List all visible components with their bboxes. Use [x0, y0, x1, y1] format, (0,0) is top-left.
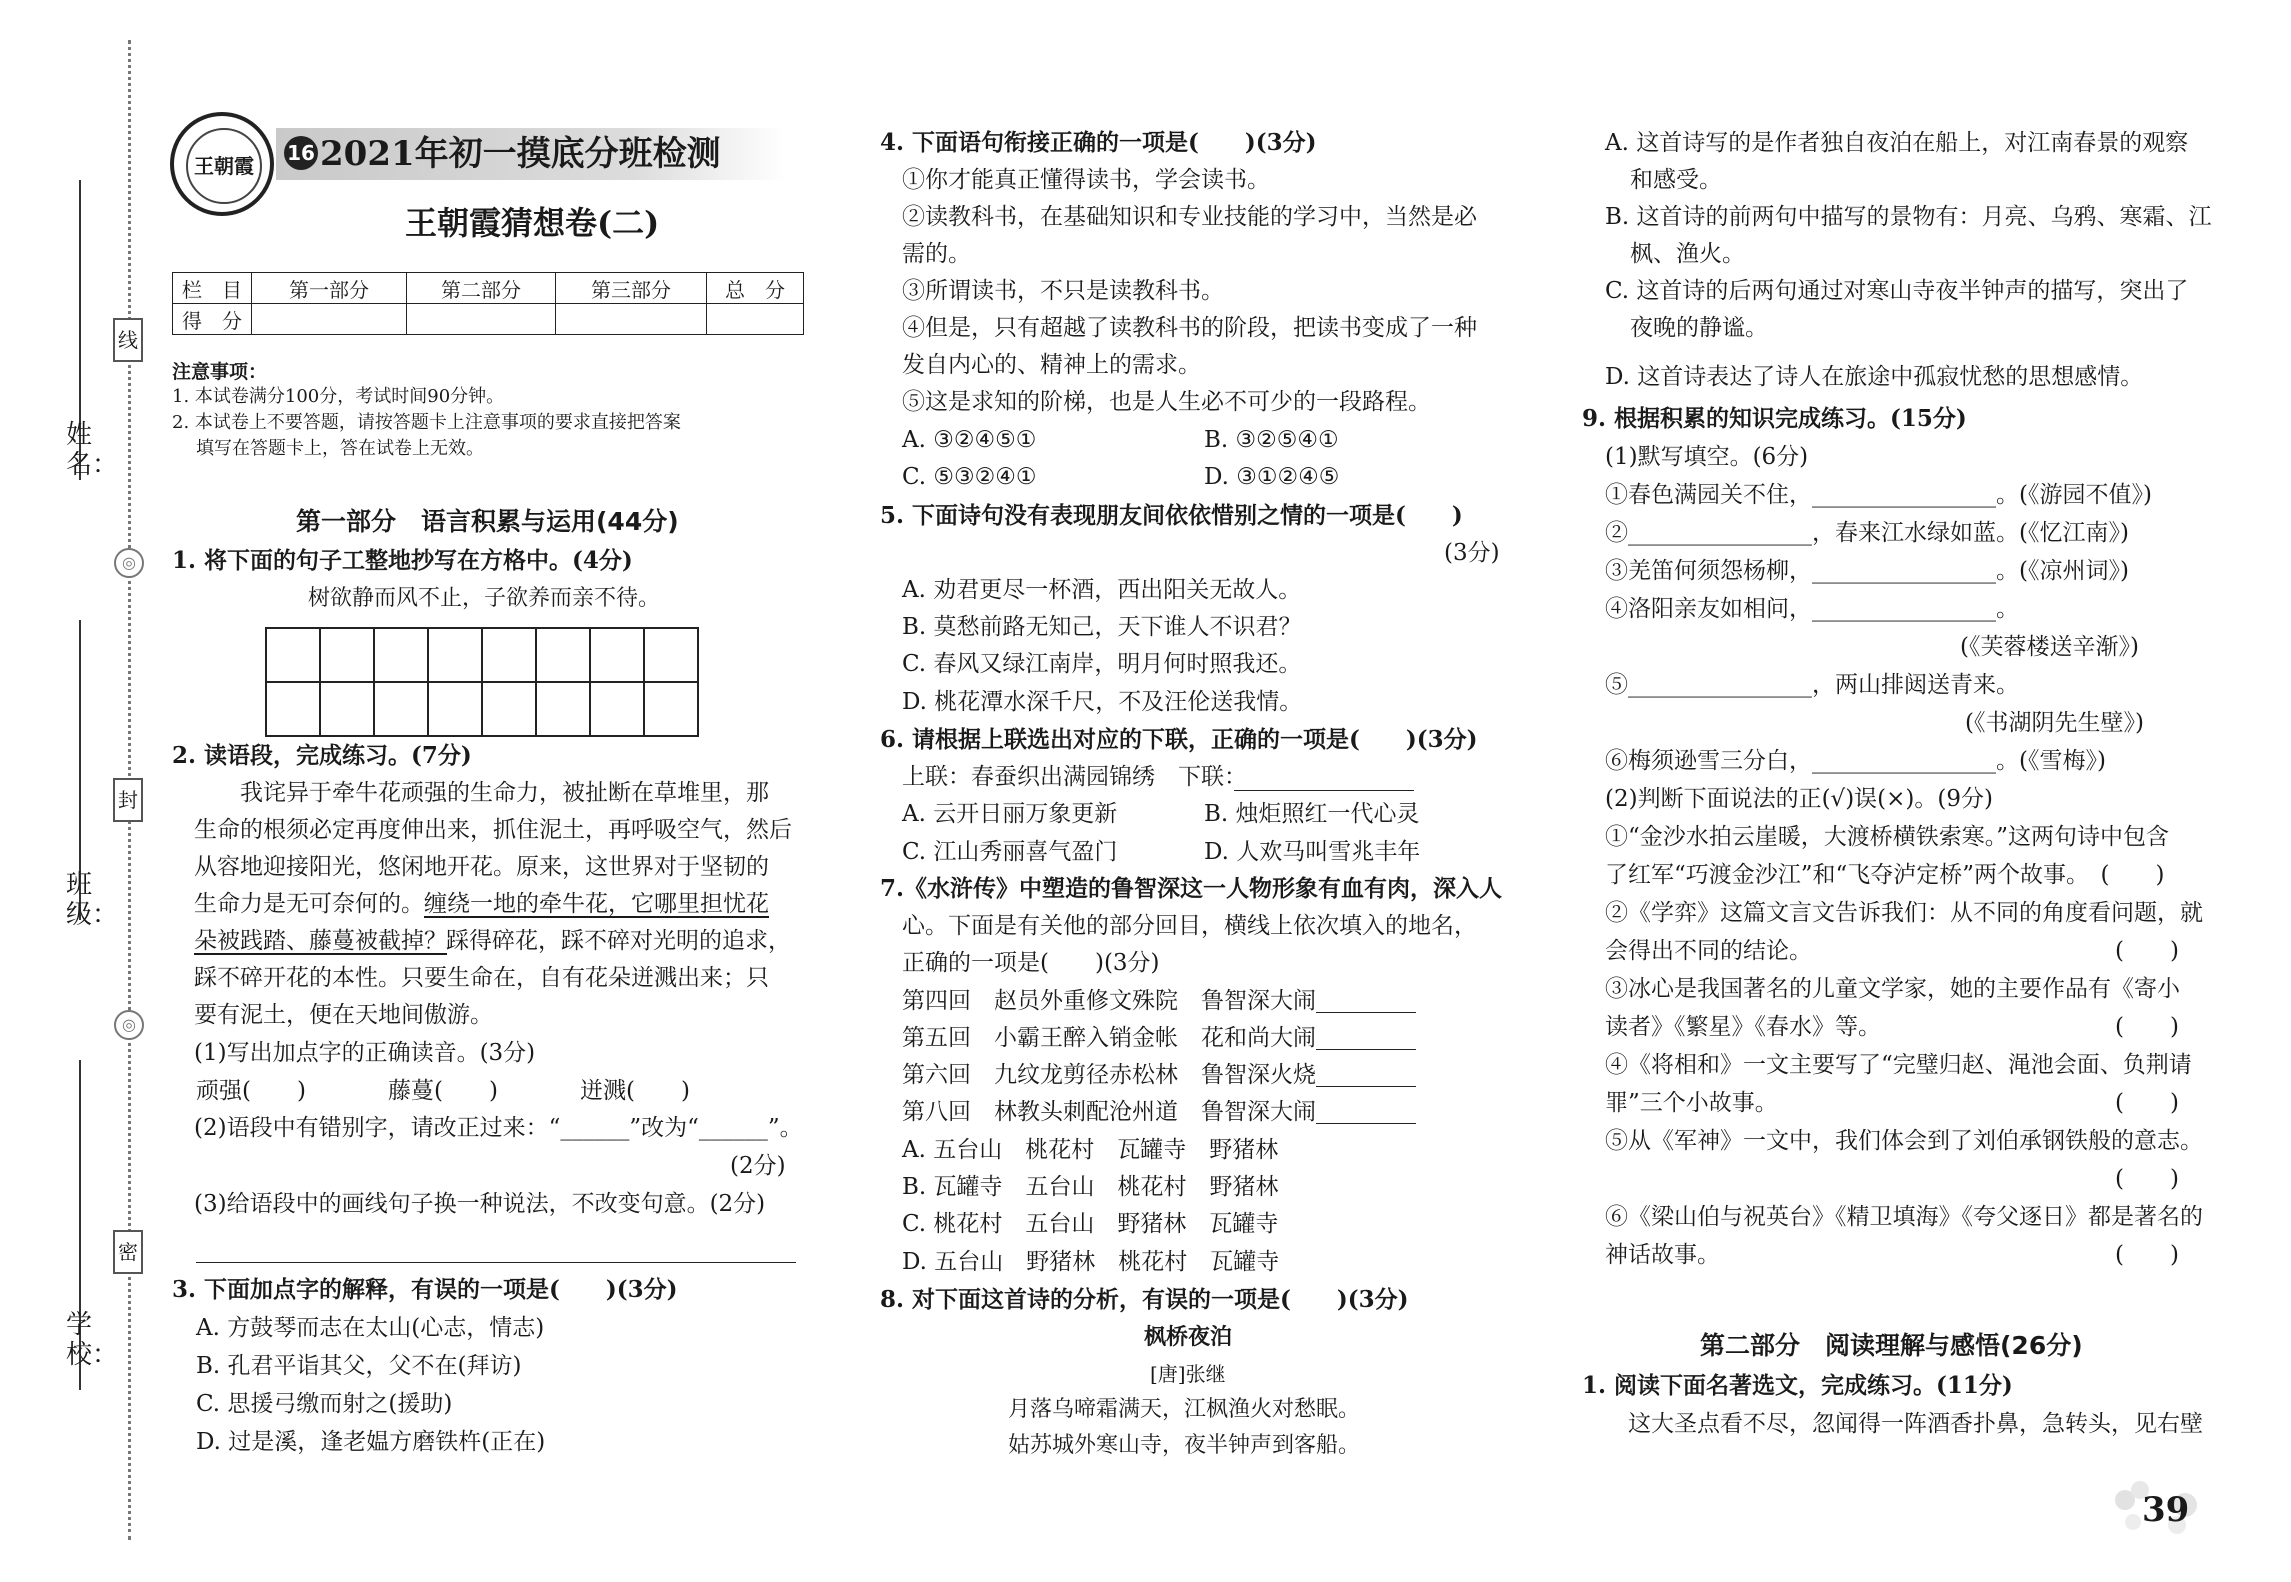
- q5-option[interactable]: C. 春风又绿江南岸，明月何时照我还。: [902, 651, 1302, 677]
- judge-line[interactable]: 了红军“巧渡金沙江”和“飞夺泸定桥”两个故事。 ( ): [1605, 862, 2165, 888]
- judge-paren[interactable]: ( ): [2115, 938, 2179, 964]
- grid-cell[interactable]: [536, 628, 590, 682]
- q4-line: ②读教科书，在基础知识和专业技能的学习中，当然是必: [902, 204, 1477, 230]
- fill-line[interactable]: ⑥梅须逊雪三分白，________________。(《雪梅》): [1605, 748, 2106, 774]
- grid-cell[interactable]: [644, 628, 698, 682]
- judge-line: ①“金沙水拍云崖暖，大渡桥横铁索寒。”这两句诗中包含: [1605, 824, 2170, 850]
- name-label: 姓 名：: [66, 420, 119, 480]
- q7-chapter: 第四回 赵员外重修文殊院 鲁智深大闹: [902, 988, 1316, 1014]
- fill-line[interactable]: ②________________，春来江水绿如蓝。(《忆江南》): [1605, 520, 2129, 546]
- grid-cell[interactable]: [590, 682, 644, 736]
- note-item: 填写在答题卡上，答在试卷上无效。: [196, 438, 484, 459]
- poem-author: [唐]张继: [1150, 1362, 1226, 1386]
- q8-stem: 8. 对下面这首诗的分析，有误的一项是( )(3分): [880, 1286, 1409, 1313]
- fill-line[interactable]: ③羌笛何须怨杨柳，________________。(《凉州词》): [1605, 558, 2129, 584]
- q6-option[interactable]: B. 烛炬照红一代心灵: [1204, 801, 1420, 827]
- table-row: [173, 273, 804, 304]
- q2-para-line: 踩得碎花，踩不碎对光明的追求，: [446, 928, 791, 954]
- q9-sub2: (2)判断下面说法的正(√)误(×)。(9分): [1605, 786, 1993, 812]
- table-cell: 总 分: [707, 273, 804, 304]
- judge-line: ⑥《梁山伯与祝英台》《精卫填海》《夸父逐日》都是著名的: [1605, 1204, 2203, 1230]
- q2-para-line: 生命力是无可奈何的。: [194, 891, 424, 917]
- q6-option[interactable]: C. 江山秀丽喜气盈门: [902, 839, 1118, 865]
- q4-line: ①你才能真正懂得读书，学会读书。: [902, 167, 1270, 193]
- q2-para-line: 从容地迎接阳光，悠闲地开花。原来，这世界对于坚韧的: [194, 854, 769, 880]
- q4-line: 需的。: [902, 241, 971, 267]
- q3-option[interactable]: A. 方鼓琴而志在太山(心志，情志): [196, 1315, 545, 1341]
- q7-chapter: 第六回 九纹龙剪径赤松林 鲁智深火烧: [902, 1062, 1316, 1088]
- q2-sub2-score: (2分): [730, 1153, 786, 1179]
- fill-source: (《芙蓉楼送辛渐》): [1960, 634, 2139, 660]
- q2-sub2: (2)语段中有错别字，请改正过来：“______”改为“______”。: [194, 1115, 803, 1141]
- poem-title: 枫桥夜泊: [1144, 1325, 1233, 1350]
- q7-option[interactable]: C. 桃花村 五台山 野猪林 瓦罐寺: [902, 1211, 1279, 1237]
- q1-stem: 1. 将下面的句子工整地抄写在方格中。(4分): [172, 547, 633, 574]
- place-blank[interactable]: [1316, 1049, 1416, 1050]
- judge-line: ②《学弈》这篇文言文告诉我们：从不同的角度看问题，就: [1605, 900, 2203, 926]
- table-cell[interactable]: [556, 304, 707, 335]
- q7-option[interactable]: D. 五台山 野猪林 桃花村 瓦罐寺: [902, 1249, 1280, 1275]
- grid-cell[interactable]: [266, 682, 320, 736]
- grid-cell[interactable]: [320, 628, 374, 682]
- q2-para-line: 生命的根须必定再度伸出来，抓住泥土，再呼吸空气，然后: [194, 817, 792, 843]
- publisher-logo: [170, 112, 274, 216]
- q2-para-line: 要有泥土，便在天地间傲游。: [194, 1002, 493, 1028]
- q7-stem: 心。下面是有关他的部分回目，横线上依次填入的地名，: [902, 913, 1477, 939]
- grid-cell[interactable]: [428, 628, 482, 682]
- grid-cell[interactable]: [320, 682, 374, 736]
- q8-option[interactable]: D. 这首诗表达了诗人在旅途中孤寂忧愁的思想感情。: [1605, 364, 2144, 390]
- q4-line: ③所谓读书，不只是读教科书。: [902, 278, 1224, 304]
- place-blank[interactable]: [1316, 1086, 1416, 1087]
- table-cell: 第三部分: [556, 273, 707, 304]
- q4-stem: 4. 下面语句衔接正确的一项是( )(3分): [880, 129, 1317, 156]
- q2-underlined-sentence: 朵被践踏、藤蔓被截掉？: [194, 928, 447, 954]
- q6-option[interactable]: D. 人欢马叫雪兆丰年: [1204, 839, 1421, 865]
- q3-option[interactable]: D. 过是溪，逢老媪方磨铁杵(正在): [196, 1429, 546, 1455]
- table-cell: 栏 目: [173, 273, 252, 304]
- q6-option[interactable]: A. 云开日丽万象更新: [902, 801, 1118, 827]
- judge-line: 会得出不同的结论。: [1605, 938, 1812, 964]
- q8-option[interactable]: B. 这首诗的前两句中描写的景物有：月亮、乌鸦、寒霜、江: [1605, 204, 2212, 230]
- poem-line: 月落乌啼霜满天，江枫渔火对愁眠。: [1008, 1397, 1361, 1422]
- q4-line: ④但是，只有超越了读教科书的阶段，把读书变成了一种: [902, 315, 1477, 341]
- part1-title: 第一部分 语言积累与运用(44分): [296, 507, 679, 536]
- q3-option[interactable]: B. 孔君平诣其父，父不在(拜访): [196, 1353, 522, 1379]
- part2-text: 这大圣点看不尽，忽闻得一阵酒香扑鼻，急转头，见右壁: [1628, 1411, 2203, 1437]
- q4-option[interactable]: A. ③②④⑤①: [902, 427, 1037, 453]
- q7-chapter: 第五回 小霸王醉入销金帐 花和尚大闹: [902, 1025, 1316, 1051]
- table-cell[interactable]: [707, 304, 804, 335]
- grid-cell[interactable]: [374, 628, 428, 682]
- judge-line: ③冰心是我国著名的儿童文学家，她的主要作品有《寄小: [1605, 976, 2180, 1002]
- grid-cell[interactable]: [266, 628, 320, 682]
- judge-paren[interactable]: ( ): [2115, 1166, 2179, 1192]
- pinyin-blank: 顽强( ): [196, 1078, 306, 1104]
- judge-paren[interactable]: ( ): [2115, 1014, 2179, 1040]
- judge-line: ⑤从《军神》一文中，我们体会到了刘伯承钢铁般的意志。: [1605, 1128, 2203, 1154]
- judge-line: ④《将相和》一文主要写了“完璧归赵、渑池会面、负荆请: [1605, 1052, 2192, 1078]
- q6-stem: 6. 请根据上联选出对应的下联，正确的一项是( )(3分): [880, 726, 1478, 753]
- fill-source: (《书湖阴先生壁》): [1965, 710, 2144, 736]
- q4-option[interactable]: C. ⑤③②④①: [902, 464, 1037, 490]
- part2-title: 第二部分 阅读理解与感悟(26分): [1700, 1331, 2083, 1360]
- table-cell[interactable]: [407, 304, 556, 335]
- q5-option[interactable]: A. 劝君更尽一杯酒，西出阳关无故人。: [902, 577, 1302, 603]
- q8-option-cont: 和感受。: [1630, 167, 1722, 193]
- grid-cell[interactable]: [536, 682, 590, 736]
- binding-hole-icon: ◎: [114, 1010, 144, 1040]
- notes-title: 注意事项：: [172, 361, 268, 383]
- table-cell: 第一部分: [252, 273, 407, 304]
- judge-paren[interactable]: ( ): [2115, 1242, 2179, 1268]
- q8-option[interactable]: A. 这首诗写的是作者独自夜泊在船上，对江南春景的观察: [1605, 130, 2189, 156]
- grid-cell[interactable]: [482, 682, 536, 736]
- secret-mark: 密: [113, 1230, 143, 1274]
- q8-option-cont: 枫、渔火。: [1630, 241, 1745, 267]
- table-cell[interactable]: [252, 304, 407, 335]
- q5-option[interactable]: B. 莫愁前路无知己，天下谁人不识君？: [902, 614, 1302, 640]
- q2-underlined-sentence: 缠绕一地的牵牛花，它哪里担忧花: [424, 891, 769, 917]
- pinyin-blank: 迸溅( ): [580, 1078, 690, 1104]
- grid-cell[interactable]: [590, 628, 644, 682]
- note-item: 2. 本试卷上不要答题，请按答题卡上注意事项的要求直接把答案: [172, 412, 681, 433]
- q7-stem: 正确的一项是( )(3分): [902, 950, 1160, 976]
- grid-cell[interactable]: [644, 682, 698, 736]
- q2-para-line: 我诧异于牵牛花顽强的生命力，被扯断在草堆里，那: [240, 780, 769, 806]
- q5-score: (3分): [1444, 540, 1500, 566]
- class-label: 班 级：: [66, 870, 119, 930]
- q2-sub3: (3)给语段中的画线句子换一种说法，不改变句意。(2分): [194, 1191, 766, 1217]
- fill-line[interactable]: ④洛阳亲友如相问，________________。: [1605, 596, 2019, 622]
- q4-option[interactable]: B. ③②⑤④①: [1204, 427, 1339, 453]
- q5-option[interactable]: D. 桃花潭水深千尺，不及汪伦送我情。: [902, 689, 1303, 715]
- q1-sentence: 树欲静而风不止，子欲养而亲不待。: [308, 586, 661, 611]
- binding-hole-icon: ◎: [114, 548, 144, 578]
- q8-option-cont: 夜晚的静谧。: [1630, 315, 1768, 341]
- table-row: [173, 304, 804, 335]
- q7-stem: 7.《水浒传》中塑造的鲁智深这一人物形象有血有肉，深入人: [880, 875, 1503, 902]
- q7-option[interactable]: B. 瓦罐寺 五台山 桃花村 野猪林: [902, 1174, 1279, 1200]
- exam-number-badge: 16: [284, 136, 318, 170]
- poem-line: 姑苏城外寒山寺，夜半钟声到客船。: [1008, 1433, 1361, 1458]
- q2-stem: 2. 读语段，完成练习。(7分): [172, 742, 472, 769]
- pinyin-blank: 藤蔓( ): [388, 1078, 498, 1104]
- logo-text: 王朝霞: [186, 128, 262, 204]
- score-table: [172, 272, 804, 335]
- q4-line: 发自内心的、精神上的需求。: [902, 352, 1201, 378]
- q6-couplet: 上联：春蚕织出满园锦绣 下联：: [902, 764, 1247, 790]
- q4-option[interactable]: D. ③①②④⑤: [1204, 464, 1340, 490]
- grid-row: [266, 628, 698, 682]
- table-cell: 第二部分: [407, 273, 556, 304]
- q2-para-line: 踩不碎开花的本性。只要生命在，自有花朵迸溅出来；只: [194, 965, 769, 991]
- grid-cell[interactable]: [374, 682, 428, 736]
- q9-sub1: (1)默写填空。(6分): [1605, 444, 1809, 470]
- q4-line: ⑤这是求知的阶梯，也是人生必不可少的一段路程。: [902, 389, 1431, 415]
- q2-sub1: (1)写出加点字的正确读音。(3分): [194, 1040, 536, 1066]
- grid-row: [266, 682, 698, 736]
- binding-margin: [0, 0, 160, 1582]
- paper-subtitle: 王朝霞猜想卷(二): [405, 204, 660, 242]
- page-number: 39: [2142, 1490, 2190, 1530]
- grid-cell[interactable]: [482, 628, 536, 682]
- writing-grid[interactable]: [265, 627, 699, 737]
- fill-line[interactable]: ①春色满园关不住，________________。(《游园不值》): [1605, 482, 2152, 508]
- q3-option[interactable]: C. 思援弓缴而射之(援助): [196, 1391, 453, 1417]
- grid-cell[interactable]: [428, 682, 482, 736]
- q7-chapter: 第八回 林教头刺配沧州道 鲁智深大闹: [902, 1099, 1316, 1125]
- line-mark: 线: [113, 318, 143, 362]
- q7-option[interactable]: A. 五台山 桃花村 瓦罐寺 野猪林: [902, 1137, 1279, 1163]
- seal-mark: 封: [113, 778, 143, 822]
- judge-paren[interactable]: ( ): [2115, 1090, 2179, 1116]
- part2-q1-stem: 1. 阅读下面名著选文，完成练习。(11分): [1582, 1372, 2013, 1399]
- place-blank[interactable]: [1316, 1012, 1416, 1013]
- note-item: 1. 本试卷满分100分，考试时间90分钟。: [172, 386, 505, 407]
- judge-line: 罪”三个小故事。: [1605, 1090, 1778, 1116]
- answer-line[interactable]: [196, 1262, 796, 1263]
- place-blank[interactable]: [1316, 1123, 1416, 1124]
- school-label: 学 校：: [66, 1310, 119, 1370]
- q5-stem: 5. 下面诗句没有表现朋友间依依惜别之情的一项是( ): [880, 502, 1463, 529]
- q8-option[interactable]: C. 这首诗的后两句通过对寒山寺夜半钟声的描写，突出了: [1605, 278, 2189, 304]
- judge-line: 神话故事。: [1605, 1242, 1720, 1268]
- fill-line[interactable]: ⑤________________，两山排闼送青来。: [1605, 672, 2019, 698]
- q3-stem: 3. 下面加点字的解释，有误的一项是( )(3分): [172, 1276, 678, 1303]
- couplet-blank[interactable]: [1234, 790, 1414, 791]
- judge-line: 读者》《繁星》《春水》等。: [1605, 1014, 1881, 1040]
- exam-title: 2021年初一摸底分班检测: [320, 134, 721, 174]
- table-cell: 得 分: [173, 304, 252, 335]
- q9-stem: 9. 根据积累的知识完成练习。(15分): [1582, 405, 1967, 432]
